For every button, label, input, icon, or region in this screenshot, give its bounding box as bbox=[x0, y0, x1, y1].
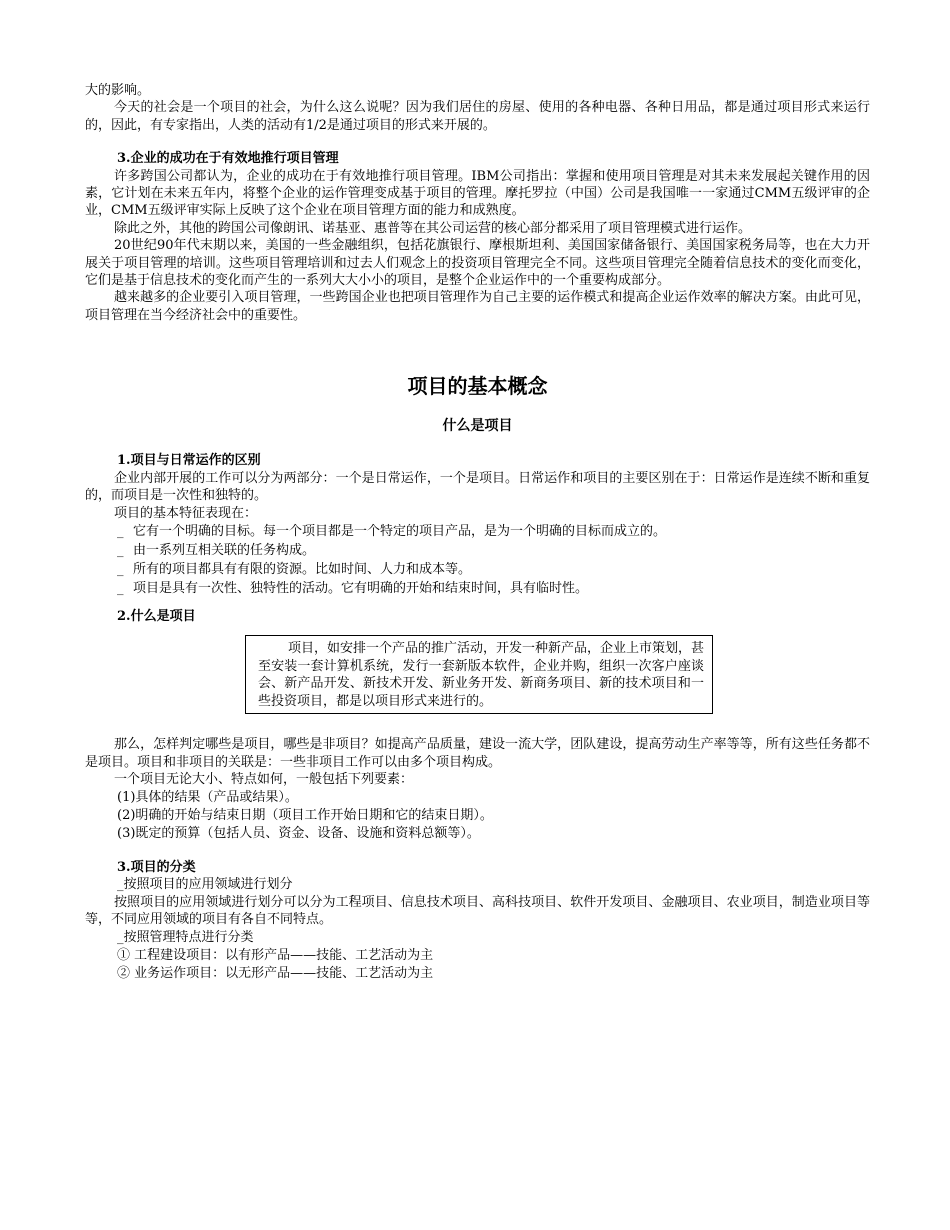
bullet-text: 所有的项目都具有有限的资源。比如时间、人力和成本等。 bbox=[133, 561, 472, 577]
paragraph: 企业内部开展的工作可以分为两部分：一个是日常运作，一个是项目。日常运作和项目的主要区别在于：日常运作是连续不断和重复的，而项目是一次性和独特的。 bbox=[85, 470, 870, 504]
list-item: (1)具体的结果（产品或结果）。 bbox=[117, 789, 298, 805]
bullet-item bbox=[85, 541, 870, 560]
paragraph: 项目的基本特征表现在： bbox=[114, 505, 258, 521]
bullet-text: 它有一个明确的目标。每一个项目都是一个特定的项目产品，是为一个明确的目标而成立的。 bbox=[133, 523, 667, 539]
paragraph: 那么，怎样判定哪些是项目，哪些是非项目？如提高产品质量，建设一流大学，团队建设，提高劳动生产率等等，所有这些任务都不是项目。项目和非项目的关联是：一些非项目工作可以由多个项目构成。 bbox=[85, 737, 870, 770]
bullet-text: 项目是具有一次性、独特性的活动。它有明确的开始和结束时间，具有临时性。 bbox=[133, 580, 589, 596]
chapter-subtitle: 什么是项目 bbox=[442, 418, 513, 435]
section-heading: 2.什么是项目 bbox=[117, 608, 196, 624]
list-item: ① 工程建设项目：以有形产品——技能、工艺活动为主 bbox=[117, 947, 434, 963]
section-heading: 1.项目与日常运作的区别 bbox=[117, 453, 261, 469]
feature-list bbox=[85, 522, 870, 598]
paragraph: 按照项目的应用领域进行划分可以分为工程项目、信息技术项目、高科技项目、软件开发项目、金融项目、农业项目，制造业项目等等，不同应用领域的项目有各自不同特点。 bbox=[85, 894, 870, 928]
chapter-title: 项目的基本概念 bbox=[407, 374, 548, 399]
paragraph: 越来越多的企业要引入项目管理，一些跨国企业也把项目管理作为自己主要的运作模式和提高企业运作效率的解决方案。由此可见，项目管理在当今经济社会中的重要性。 bbox=[85, 290, 870, 323]
bullet-mark: _ bbox=[117, 542, 124, 558]
definition-box: 项目，如安排一个产品的推广活动，开发一种新产品，企业上市策划，甚至安装一套计算机系统，发行一套新版本软件，企业并购，组织一次客户座谈会、新产品开发、新技术开发、新业务开发、新商务项目、新的技术项目和一些投资项目，都是以项目形式来进行的。 bbox=[245, 635, 713, 714]
paragraph-continuation: 大的影响。 bbox=[85, 83, 151, 98]
subheading: _按照管理特点进行分类 bbox=[117, 929, 254, 945]
bullet-item bbox=[85, 579, 870, 598]
bullet-item bbox=[85, 522, 870, 541]
section-heading: 3.项目的分类 bbox=[117, 859, 196, 875]
bullet-mark: _ bbox=[117, 523, 124, 539]
paragraph: 20世纪90年代末期以来，美国的一些金融组织，包括花旗银行、摩根斯坦利、美国国家储备银行、美国国家税务局等，也在大力开展关于项目管理的培训。这些项目管理培训和过去人们观念上的投资项目管理完全不同。这些项目管理完全随着信息技术的变化而变化，它们是基于信息技术的变化而产生的一系列大大小小的项目，是整个企业运作中的一个重要构成部分。 bbox=[85, 238, 870, 289]
section-heading: 3.企业的成功在于有效地推行项目管理 bbox=[117, 151, 339, 167]
paragraph: 除此之外，其他的跨国公司像朗讯、诺基亚、惠普等在其公司运营的核心部分都采用了项目管理模式进行运作。 bbox=[114, 220, 752, 236]
list-item: (2)明确的开始与结束日期（项目工作开始日期和它的结束日期）。 bbox=[117, 807, 493, 823]
list-item: ② 业务运作项目：以无形产品——技能、工艺活动为主 bbox=[117, 965, 434, 981]
bullet-item bbox=[85, 560, 870, 579]
list-item: (3)既定的预算（包括人员、资金、设备、设施和资料总额等）。 bbox=[117, 825, 480, 841]
paragraph: 今天的社会是一个项目的社会，为什么这么说呢？因为我们居住的房屋、使用的各种电器、各种日用品，都是通过项目形式来运行的，因此，有专家指出，人类的活动有1/2是通过项目的形式来开展的。 bbox=[85, 100, 870, 133]
paragraph: 许多跨国公司都认为，企业的成功在于有效地推行项目管理。IBM公司指出：掌握和使用项目管理是对其未来发展起关键作用的因素，它计划在未来五年内，将整个企业的运作管理变成基于项目的管理。摩托罗拉（中国）公司是我国唯一一家通过CMM五级评审的企业，CMM五级评审实际上反映了这个企业在项目管理方面的能力和成熟度。 bbox=[85, 168, 870, 219]
document-page bbox=[85, 82, 870, 983]
paragraph: 一个项目无论大小、特点如何，一般包括下列要素： bbox=[114, 772, 414, 788]
bullet-mark: _ bbox=[117, 580, 124, 596]
bullet-text: 由一系列互相关联的任务构成。 bbox=[133, 542, 316, 558]
subheading: _按照项目的应用领域进行划分 bbox=[117, 876, 293, 892]
bullet-mark: _ bbox=[117, 561, 124, 577]
